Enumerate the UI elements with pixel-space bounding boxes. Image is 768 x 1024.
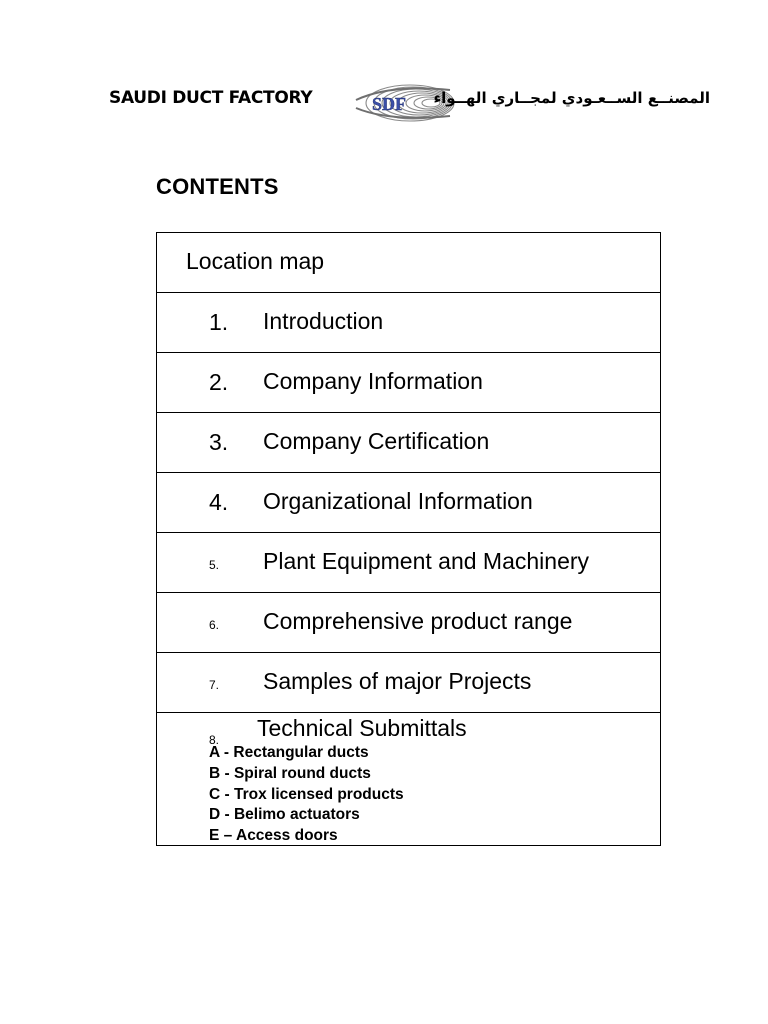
toc-label: Introduction bbox=[263, 308, 384, 334]
company-name-english: SAUDI DUCT FACTORY bbox=[109, 88, 313, 108]
logo-text: SDF bbox=[372, 94, 407, 114]
toc-number: 5. bbox=[209, 558, 220, 572]
toc-number: 1. bbox=[209, 309, 229, 335]
toc-label: Samples of major Projects bbox=[263, 668, 532, 694]
toc-number: 4. bbox=[209, 489, 229, 515]
table-row bbox=[157, 473, 660, 533]
contents-table bbox=[156, 232, 661, 846]
toc-label: Plant Equipment and Machinery bbox=[263, 548, 590, 574]
toc-label: Location map bbox=[186, 248, 325, 274]
list-item: C - Trox licensed products bbox=[209, 785, 404, 803]
toc-number: 6. bbox=[209, 618, 220, 632]
table-row bbox=[157, 293, 660, 353]
sub-item-list bbox=[209, 743, 404, 847]
list-item: A - Rectangular ducts bbox=[209, 744, 369, 761]
toc-label: Company Certification bbox=[263, 428, 490, 454]
table-row bbox=[157, 713, 660, 845]
page-title: CONTENTS bbox=[156, 174, 279, 199]
toc-number: 8. bbox=[209, 733, 220, 747]
table-row bbox=[157, 353, 660, 413]
table-row bbox=[157, 653, 660, 713]
toc-number: 3. bbox=[209, 429, 229, 455]
toc-number: 7. bbox=[209, 678, 220, 692]
toc-label: Company Information bbox=[263, 368, 483, 394]
list-item: B - Spiral round ducts bbox=[209, 764, 371, 782]
toc-label: Comprehensive product range bbox=[263, 608, 573, 634]
table-row bbox=[157, 413, 660, 473]
toc-label: Technical Submittals bbox=[257, 715, 467, 741]
table-row bbox=[157, 233, 660, 293]
table-row bbox=[157, 593, 660, 653]
list-item: E – Access doors bbox=[209, 827, 338, 845]
page-header bbox=[0, 78, 768, 128]
list-item: D - Belimo actuators bbox=[209, 806, 360, 824]
toc-label: Organizational Information bbox=[263, 488, 533, 514]
table-row bbox=[157, 533, 660, 593]
toc-number: 2. bbox=[209, 369, 229, 395]
company-name-arabic: المصنــع الســعـودي لمجــاري الهــواء bbox=[433, 89, 710, 107]
